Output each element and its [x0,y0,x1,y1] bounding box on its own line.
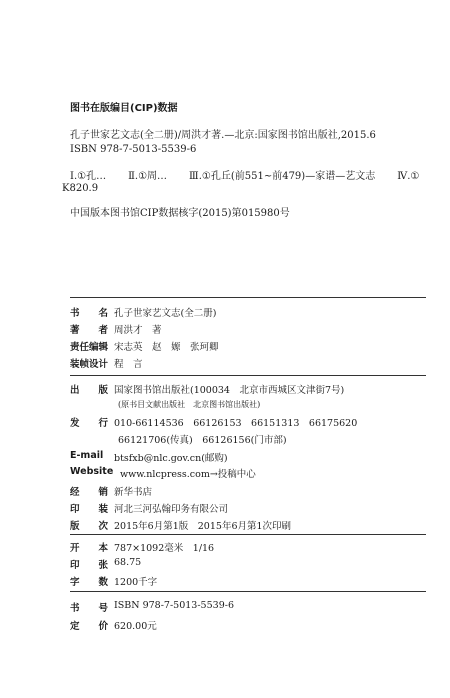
label-distributor: 经 销 [70,487,109,498]
cip-categories [70,171,430,184]
price: 620.00元 [114,621,157,632]
book-editor: 宋志英 赵 嫄 张珂卿 [114,342,219,353]
label-email: E-mail [70,450,104,461]
edition: 2015年6月第1版 2015年6月第1次印刷 [114,521,292,532]
book-title: 孔子世家艺文志(全二册) [114,308,217,319]
label-printer: 印 装 [70,504,109,515]
words: 1200千字 [114,577,158,588]
cip-number: 中国版本图书馆CIP数据核字(2015)第015980号 [70,207,290,219]
cip-category-1: Ⅰ.①孔… [70,170,107,182]
divider-top [70,297,426,298]
phone-numbers: 010-66114536 66126153 66151313 66175620 [114,418,358,429]
divider-3 [70,534,426,535]
label-sheets: 印 张 [70,560,109,571]
label-isbn: 书 号 [70,603,109,614]
cip-heading: 图书在版编目(CIP)数据 [70,103,178,114]
label-price: 定 价 [70,621,109,632]
distributor: 新华书店 [114,487,153,498]
label-words: 字 数 [70,577,109,588]
phone-fax-store: 66121706(传真) 66126156(门市部) [118,435,287,446]
sheets: 68.75 [114,557,142,568]
label-website: Website [70,466,114,477]
isbn: ISBN 978-7-5013-5539-6 [114,600,234,611]
book-author: 周洪才 著 [114,325,162,336]
book-designer: 程 言 [114,359,143,370]
printer: 河北三河弘翰印务有限公司 [114,504,229,515]
label-publisher: 出 版 [70,385,109,396]
cip-category-2: Ⅱ.①周… [128,170,168,182]
divider-2 [70,375,426,376]
cip-classification: K820.9 [62,183,99,194]
divider-4 [70,591,426,592]
cip-isbn: ISBN 978-7-5013-5539-6 [70,144,197,155]
publisher-former-names: (原书目文献出版社 北京图书馆出版社) [118,400,261,409]
email: btsfxb@nlc.gov.cn(邮购) [114,453,228,464]
label-designer: 装帧设计 [70,359,109,370]
label-format: 开 本 [70,543,109,554]
publisher: 国家图书馆出版社(100034 北京市西城区文津街7号) [114,385,345,396]
format: 787×1092毫米 1/16 [114,543,215,554]
label-distribution: 发 行 [70,418,109,429]
cip-category-4: Ⅳ.① [397,170,420,182]
label-edition: 版 次 [70,521,109,532]
label-editor: 责任编辑 [70,342,109,353]
label-title: 书 名 [70,308,109,319]
label-author: 著 者 [70,325,109,336]
cip-block [62,103,430,222]
cip-main-entry: 孔子世家艺文志(全二册)/周洪才著.—北京:国家图书馆出版社,2015.6 [70,129,376,141]
cip-category-3: Ⅲ.①孔丘(前551~前479)—家谱—艺文志 [189,170,376,182]
website: www.nlcpress.com→投稿中心 [120,469,256,480]
